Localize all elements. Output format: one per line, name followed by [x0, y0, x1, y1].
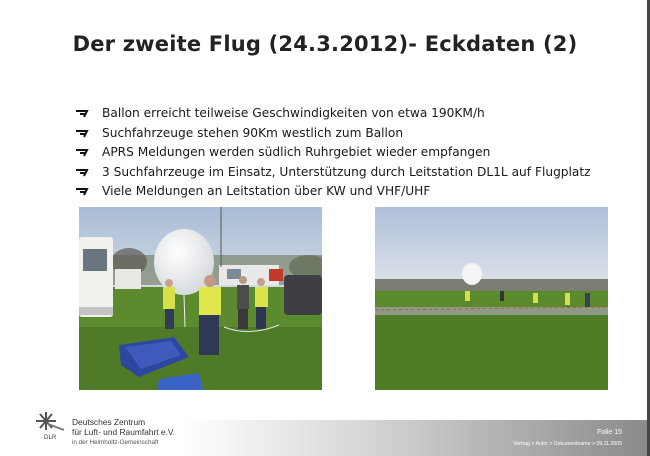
org-line-1: Deutsches Zentrum: [72, 417, 146, 427]
slide-number: Folie 15: [597, 429, 622, 436]
bullet-text: APRS Meldungen werden südlich Ruhrgebiet wieder empfangen: [102, 145, 491, 159]
arrow-bullet-icon: [76, 110, 90, 118]
bullet-item: [76, 143, 591, 163]
bullet-item: [76, 124, 591, 144]
org-line-2: für Luft- und Raumfahrt e.V.: [72, 426, 176, 437]
arrow-bullet-icon: [76, 188, 90, 196]
arrow-bullet-icon: [76, 149, 90, 157]
photo-balloon-airfield: [375, 207, 608, 390]
bullet-text: Ballon erreicht teilweise Geschwindigkeiten von etwa 190KM/h: [102, 106, 485, 120]
organization-name: [72, 418, 175, 447]
bullet-text: Suchfahrzeuge stehen 90Km westlich zum Ballon: [102, 125, 404, 140]
logo-text: DLR: [44, 434, 57, 441]
balloon-launch-image: [79, 207, 322, 390]
bullet-text: 3 Suchfahrzeuge im Einsatz, Unterstützung durch Leitstation DL1L auf Flugplatz: [102, 164, 591, 179]
photo-balloon-launch: [79, 207, 322, 390]
bullet-item: [76, 163, 591, 183]
bullet-list: [76, 104, 591, 202]
footer-path: Vortrag > Autor > Dokumentname > 09.11.2005: [513, 441, 622, 447]
balloon-airfield-image: [375, 207, 608, 390]
arrow-bullet-icon: [76, 130, 90, 138]
org-line-3: in der Helmholtz-Gemeinschaft: [72, 438, 159, 446]
bullet-item: [76, 104, 591, 124]
bullet-text: Viele Meldungen an Leitstation über KW und VHF/UHF: [102, 184, 431, 198]
slide-title: Der zweite Flug (24.3.2012)- Eckdaten (2): [72, 32, 578, 56]
arrow-bullet-icon: [76, 169, 90, 177]
bullet-item: [76, 182, 591, 202]
